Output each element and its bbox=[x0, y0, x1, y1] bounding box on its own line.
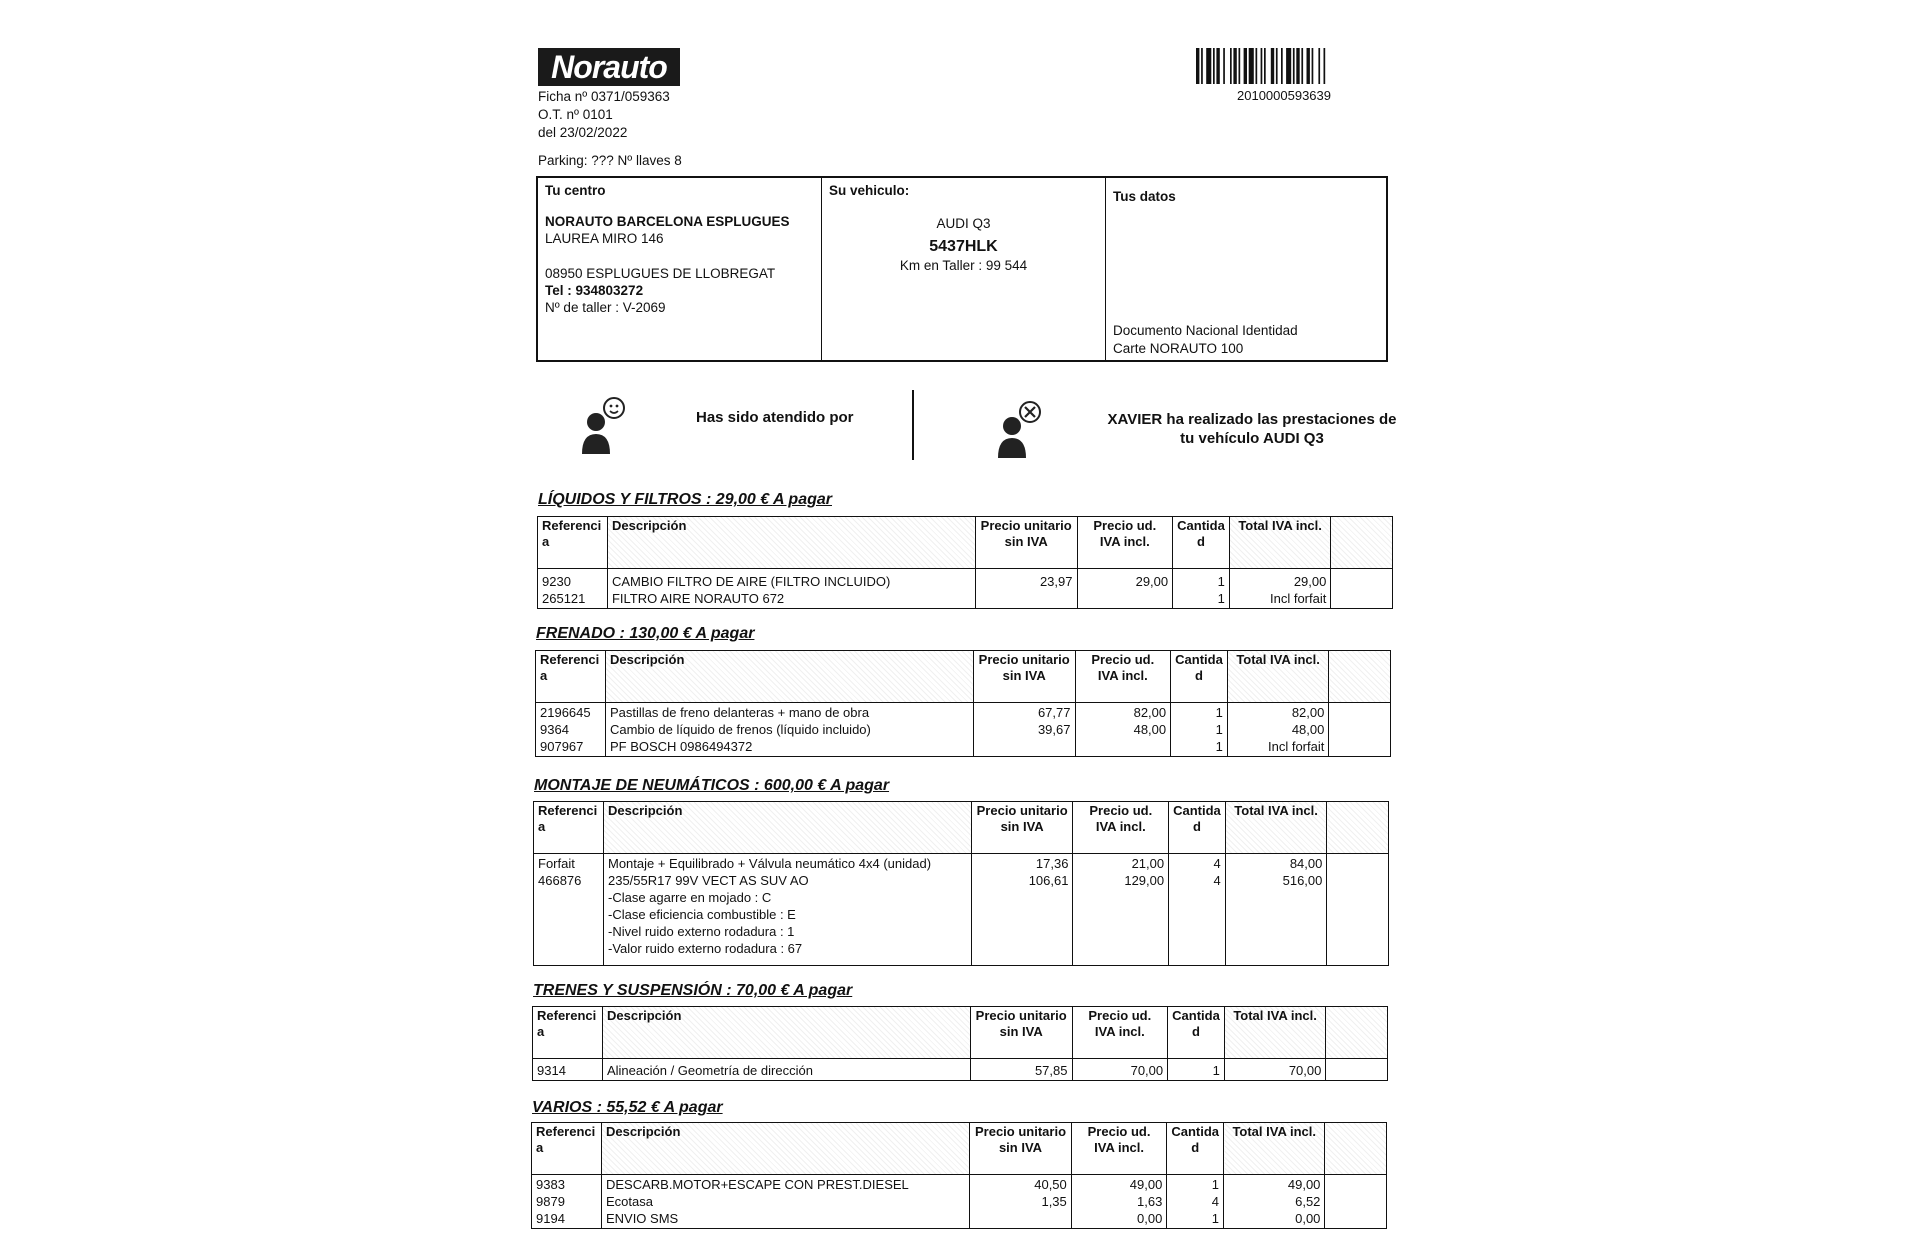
col-header-precio-iva-incl: Precio ud. IVA incl. bbox=[1077, 517, 1173, 569]
line-precio-sin-cell bbox=[976, 889, 1069, 906]
col-header-precio-sin-iva: Precio unitario sin IVA bbox=[973, 651, 1075, 703]
col-header-referencia: Referenci a bbox=[533, 1007, 603, 1059]
line-desc-cell: 235/55R17 99V VECT AS SUV AO bbox=[607, 873, 809, 888]
document-date: del 23/02/2022 bbox=[538, 125, 628, 140]
line-precio-incl-cell bbox=[1077, 906, 1164, 923]
col-header-precio-iva-incl: Precio ud. IVA incl. bbox=[1075, 651, 1171, 703]
col-header-blank bbox=[1329, 651, 1391, 703]
precio-sin-cell bbox=[970, 1175, 1072, 1229]
line-precio-sin-cell: 67,77 bbox=[1037, 705, 1071, 720]
line-total-cell bbox=[1230, 940, 1323, 957]
line-qty-cell: 4 bbox=[1213, 856, 1221, 871]
line-precio-sin-cell: 23,97 bbox=[1039, 574, 1073, 589]
line-qty-cell bbox=[1173, 889, 1221, 906]
col-header-cantidad: Cantida d bbox=[1167, 1123, 1224, 1175]
table-body-row bbox=[534, 854, 1389, 966]
col-header-descripcion: Descripción bbox=[601, 1123, 969, 1175]
col-header-total: Total IVA incl. bbox=[1229, 517, 1331, 569]
barcode-number: 2010000593639 bbox=[1237, 88, 1331, 103]
attended-divider bbox=[912, 390, 914, 460]
qty-cell bbox=[1169, 854, 1226, 966]
col-header-precio-iva-incl: Precio ud. IVA incl. bbox=[1071, 1123, 1167, 1175]
col-header-referencia: Referenci a bbox=[532, 1123, 602, 1175]
qty-cell bbox=[1168, 1059, 1225, 1081]
line-precio-incl-cell: 21,00 bbox=[1131, 856, 1165, 871]
table-header-row bbox=[533, 1007, 1388, 1059]
table-liquidos bbox=[537, 516, 1393, 609]
line-desc-cell: Cambio de líquido de frenos (líquido incluido) bbox=[609, 722, 871, 737]
desc-cell bbox=[601, 1175, 969, 1229]
line-total-cell: 48,00 bbox=[1291, 722, 1325, 737]
precio-sin-cell bbox=[973, 703, 1075, 757]
col-header-precio-sin-iva: Precio unitario sin IVA bbox=[971, 802, 1073, 854]
ficha-number: Ficha nº 0371/059363 bbox=[538, 89, 670, 104]
line-precio-sin-cell: 17,36 bbox=[1035, 856, 1069, 871]
line-total-cell: 29,00 bbox=[1293, 574, 1327, 589]
line-precio-incl-cell: 29,00 bbox=[1135, 574, 1169, 589]
line-precio-sin-cell: 1,35 bbox=[1041, 1194, 1067, 1209]
line-total-cell: 49,00 bbox=[1287, 1177, 1321, 1192]
ref-cell bbox=[532, 1175, 602, 1229]
precio-incl-cell bbox=[1071, 1175, 1167, 1229]
line-precio-sin-cell bbox=[978, 738, 1071, 755]
desc-cell bbox=[607, 569, 975, 609]
col-header-precio-sin-iva: Precio unitario sin IVA bbox=[970, 1007, 1072, 1059]
line-total-cell bbox=[1230, 906, 1323, 923]
precio-sin-cell bbox=[975, 569, 1077, 609]
line-ref-cell: Forfait bbox=[538, 856, 575, 871]
col-header-descripcion: Descripción bbox=[605, 651, 973, 703]
line-precio-incl-cell: 0,00 bbox=[1137, 1211, 1163, 1226]
mechanic-text: XAVIER ha realizado las prestaciones de tu vehículo AUDI Q3 bbox=[1107, 411, 1397, 447]
line-precio-incl-cell: 129,00 bbox=[1124, 873, 1165, 888]
centro-tel: Tel : 934803272 bbox=[545, 283, 644, 298]
line-precio-sin-cell bbox=[976, 940, 1069, 957]
line-desc-cell: -Valor ruido externo rodadura : 67 bbox=[607, 941, 803, 956]
ref-cell bbox=[533, 1059, 603, 1081]
col-header-descripcion: Descripción bbox=[607, 517, 975, 569]
precio-incl-cell bbox=[1072, 1059, 1168, 1081]
col-header-cantidad: Cantida d bbox=[1168, 1007, 1225, 1059]
line-precio-incl-cell bbox=[1077, 940, 1164, 957]
col-header-referencia: Referenci a bbox=[536, 651, 606, 703]
blank-cell bbox=[1331, 569, 1393, 609]
line-ref-cell: 9230 bbox=[542, 574, 571, 589]
section-title-liquidos: LÍQUIDOS Y FILTROS : 29,00 € A pagar bbox=[538, 491, 832, 508]
parking-info: Parking: ??? Nº llaves 8 bbox=[538, 153, 682, 168]
line-desc-cell: Ecotasa bbox=[605, 1194, 653, 1209]
table-trenes bbox=[532, 1006, 1388, 1081]
centro-city: 08950 ESPLUGUES DE LLOBREGAT bbox=[545, 266, 776, 281]
col-header-cantidad: Cantida d bbox=[1171, 651, 1228, 703]
vehiculo-plate: 5437HLK bbox=[929, 238, 998, 255]
line-total-cell: 0,00 bbox=[1295, 1211, 1321, 1226]
col-header-total: Total IVA incl. bbox=[1224, 1007, 1326, 1059]
col-header-descripcion: Descripción bbox=[602, 1007, 970, 1059]
total-cell bbox=[1229, 569, 1331, 609]
line-qty-cell bbox=[1173, 923, 1221, 940]
col-header-blank bbox=[1326, 1007, 1388, 1059]
line-precio-incl-cell: 70,00 bbox=[1130, 1063, 1164, 1078]
blank-cell bbox=[1325, 1175, 1387, 1229]
datos-doc: Documento Nacional Identidad bbox=[1113, 323, 1298, 338]
line-total-cell bbox=[1230, 889, 1323, 906]
table-body-row bbox=[536, 703, 1391, 757]
line-desc-cell: -Clase agarre en mojado : C bbox=[607, 890, 772, 905]
col-header-precio-sin-iva: Precio unitario sin IVA bbox=[975, 517, 1077, 569]
vehiculo-heading: Su vehiculo: bbox=[829, 183, 910, 198]
col-header-total: Total IVA incl. bbox=[1225, 802, 1327, 854]
col-header-blank bbox=[1325, 1123, 1387, 1175]
line-desc-cell: CAMBIO FILTRO DE AIRE (FILTRO INCLUIDO) bbox=[611, 574, 891, 589]
precio-incl-cell bbox=[1077, 569, 1173, 609]
line-total-cell: Incl forfait bbox=[1268, 739, 1325, 754]
desc-cell bbox=[602, 1059, 970, 1081]
line-precio-sin-cell bbox=[976, 923, 1069, 940]
precio-incl-cell bbox=[1075, 703, 1171, 757]
line-ref-cell: 2196645 bbox=[540, 705, 591, 720]
qty-cell bbox=[1171, 703, 1228, 757]
line-total-cell bbox=[1230, 923, 1323, 940]
line-precio-sin-cell bbox=[974, 1210, 1067, 1227]
col-header-total: Total IVA incl. bbox=[1224, 1123, 1325, 1175]
line-ref-cell: 9383 bbox=[536, 1177, 565, 1192]
table-header-row bbox=[536, 651, 1391, 703]
col-header-referencia: Referenci a bbox=[534, 802, 604, 854]
barcode bbox=[1196, 48, 1372, 84]
datos-column bbox=[1106, 178, 1390, 360]
line-ref-cell bbox=[538, 923, 599, 940]
line-total-cell: Incl forfait bbox=[1270, 591, 1327, 606]
col-header-referencia: Referenci a bbox=[538, 517, 608, 569]
vehiculo-column bbox=[822, 178, 1106, 360]
ref-cell bbox=[538, 569, 608, 609]
line-qty-cell: 1 bbox=[1217, 591, 1225, 606]
col-header-cantidad: Cantida d bbox=[1173, 517, 1230, 569]
table-body-row bbox=[533, 1059, 1388, 1081]
line-total-cell: 6,52 bbox=[1295, 1194, 1321, 1209]
line-desc-cell: Alineación / Geometría de dirección bbox=[606, 1063, 813, 1078]
line-precio-incl-cell: 82,00 bbox=[1133, 705, 1167, 720]
qty-cell bbox=[1173, 569, 1230, 609]
ref-cell bbox=[536, 703, 606, 757]
col-header-precio-iva-incl: Precio ud. IVA incl. bbox=[1072, 1007, 1168, 1059]
precio-sin-cell bbox=[970, 1059, 1072, 1081]
line-desc-cell: -Nivel ruido externo rodadura : 1 bbox=[607, 924, 795, 939]
centro-heading: Tu centro bbox=[545, 183, 606, 198]
blank-cell bbox=[1327, 854, 1389, 966]
line-precio-incl-cell bbox=[1082, 590, 1169, 607]
centro-street: LAUREA MIRO 146 bbox=[545, 231, 664, 246]
line-ref-cell: 907967 bbox=[540, 739, 584, 754]
line-precio-sin-cell: 39,67 bbox=[1037, 722, 1071, 737]
line-qty-cell: 1 bbox=[1215, 705, 1223, 720]
line-total-cell: 70,00 bbox=[1288, 1063, 1322, 1078]
datos-carte: Carte NORAUTO 100 bbox=[1113, 341, 1244, 356]
line-precio-incl-cell bbox=[1080, 738, 1167, 755]
line-desc-cell: -Clase eficiencia combustible : E bbox=[607, 907, 796, 922]
section-title-frenado: FRENADO : 130,00 € A pagar bbox=[536, 625, 755, 642]
line-qty-cell bbox=[1173, 906, 1221, 923]
line-precio-incl-cell bbox=[1077, 889, 1164, 906]
line-desc-cell: DESCARB.MOTOR+ESCAPE CON PREST.DIESEL bbox=[605, 1177, 909, 1192]
table-varios bbox=[531, 1122, 1387, 1229]
line-qty-cell: 4 bbox=[1211, 1194, 1219, 1209]
table-body-row bbox=[538, 569, 1393, 609]
blank-cell bbox=[1329, 703, 1391, 757]
col-header-precio-iva-incl: Precio ud. IVA incl. bbox=[1073, 802, 1169, 854]
centro-taller: Nº de taller : V-2069 bbox=[545, 300, 666, 315]
line-precio-sin-cell: 40,50 bbox=[1034, 1177, 1067, 1192]
line-precio-incl-cell: 48,00 bbox=[1133, 722, 1167, 737]
line-qty-cell bbox=[1173, 940, 1221, 957]
precio-sin-cell bbox=[971, 854, 1073, 966]
line-qty-cell: 1 bbox=[1215, 722, 1223, 737]
line-ref-cell: 265121 bbox=[542, 591, 586, 606]
col-header-blank bbox=[1331, 517, 1393, 569]
section-title-neumaticos: MONTAJE DE NEUMÁTICOS : 600,00 € A pagar bbox=[534, 777, 890, 794]
line-ref-cell: 9879 bbox=[536, 1194, 565, 1209]
norauto-logo: Norauto bbox=[538, 48, 680, 86]
desc-cell bbox=[603, 854, 971, 966]
total-cell bbox=[1225, 854, 1327, 966]
ot-number: O.T. nº 0101 bbox=[538, 107, 613, 122]
precio-incl-cell bbox=[1073, 854, 1169, 966]
centro-column bbox=[538, 178, 822, 360]
qty-cell bbox=[1167, 1175, 1224, 1229]
line-ref-cell: 466876 bbox=[538, 873, 582, 888]
table-neumaticos bbox=[533, 801, 1389, 966]
section-title-trenes: TRENES Y SUSPENSIÓN : 70,00 € A pagar bbox=[533, 982, 853, 999]
line-qty-cell: 1 bbox=[1215, 739, 1223, 754]
document-meta bbox=[538, 88, 670, 142]
col-header-descripcion: Descripción bbox=[603, 802, 971, 854]
line-ref-cell: 9194 bbox=[536, 1211, 565, 1226]
section-title-varios: VARIOS : 55,52 € A pagar bbox=[532, 1099, 723, 1116]
line-precio-incl-cell: 49,00 bbox=[1129, 1177, 1163, 1192]
line-precio-incl-cell bbox=[1077, 923, 1164, 940]
line-qty-cell: 1 bbox=[1211, 1177, 1219, 1192]
line-qty-cell: 1 bbox=[1211, 1211, 1219, 1226]
col-header-precio-sin-iva: Precio unitario sin IVA bbox=[970, 1123, 1072, 1175]
line-qty-cell: 1 bbox=[1212, 1063, 1220, 1078]
line-qty-cell: 4 bbox=[1213, 873, 1221, 888]
line-precio-sin-cell bbox=[980, 590, 1073, 607]
line-desc-cell: ENVIO SMS bbox=[605, 1211, 679, 1226]
line-ref-cell bbox=[538, 889, 599, 906]
col-header-total: Total IVA incl. bbox=[1227, 651, 1329, 703]
attended-by-text: Has sido atendido por bbox=[696, 409, 854, 426]
ref-cell bbox=[534, 854, 604, 966]
line-ref-cell bbox=[538, 906, 599, 923]
line-ref-cell: 9314 bbox=[537, 1063, 566, 1078]
line-desc-cell: PF BOSCH 0986494372 bbox=[609, 739, 753, 754]
person-smile-icon bbox=[580, 396, 626, 454]
line-desc-cell: Montaje + Equilibrado + Válvula neumático 4x4 (unidad) bbox=[607, 856, 932, 871]
info-box bbox=[536, 176, 1388, 362]
col-header-blank bbox=[1327, 802, 1389, 854]
line-total-cell: 84,00 bbox=[1289, 856, 1323, 871]
person-tools-icon bbox=[996, 400, 1042, 458]
total-cell bbox=[1227, 703, 1329, 757]
vehiculo-model: AUDI Q3 bbox=[936, 216, 991, 231]
total-cell bbox=[1224, 1059, 1326, 1081]
line-precio-incl-cell: 1,63 bbox=[1137, 1194, 1163, 1209]
table-frenado bbox=[535, 650, 1391, 757]
table-header-row bbox=[532, 1123, 1387, 1175]
line-desc-cell: Pastillas de freno delanteras + mano de obra bbox=[609, 705, 870, 720]
desc-cell bbox=[605, 703, 973, 757]
line-total-cell: 516,00 bbox=[1282, 873, 1323, 888]
table-body-row bbox=[532, 1175, 1387, 1229]
total-cell bbox=[1224, 1175, 1325, 1229]
col-header-cantidad: Cantida d bbox=[1169, 802, 1226, 854]
line-precio-sin-cell: 106,61 bbox=[1028, 873, 1069, 888]
line-qty-cell: 1 bbox=[1217, 574, 1225, 589]
line-precio-sin-cell bbox=[976, 906, 1069, 923]
line-total-cell: 82,00 bbox=[1291, 705, 1325, 720]
line-ref-cell bbox=[538, 940, 599, 957]
blank-cell bbox=[1326, 1059, 1388, 1081]
table-header-row bbox=[538, 517, 1393, 569]
vehiculo-km: Km en Taller : 99 544 bbox=[899, 258, 1028, 273]
centro-name: NORAUTO BARCELONA ESPLUGUES bbox=[545, 214, 790, 229]
table-header-row bbox=[534, 802, 1389, 854]
line-ref-cell: 9364 bbox=[540, 722, 569, 737]
datos-heading: Tus datos bbox=[1113, 189, 1176, 204]
line-desc-cell: FILTRO AIRE NORAUTO 672 bbox=[611, 591, 785, 606]
line-precio-sin-cell: 57,85 bbox=[1034, 1063, 1068, 1078]
